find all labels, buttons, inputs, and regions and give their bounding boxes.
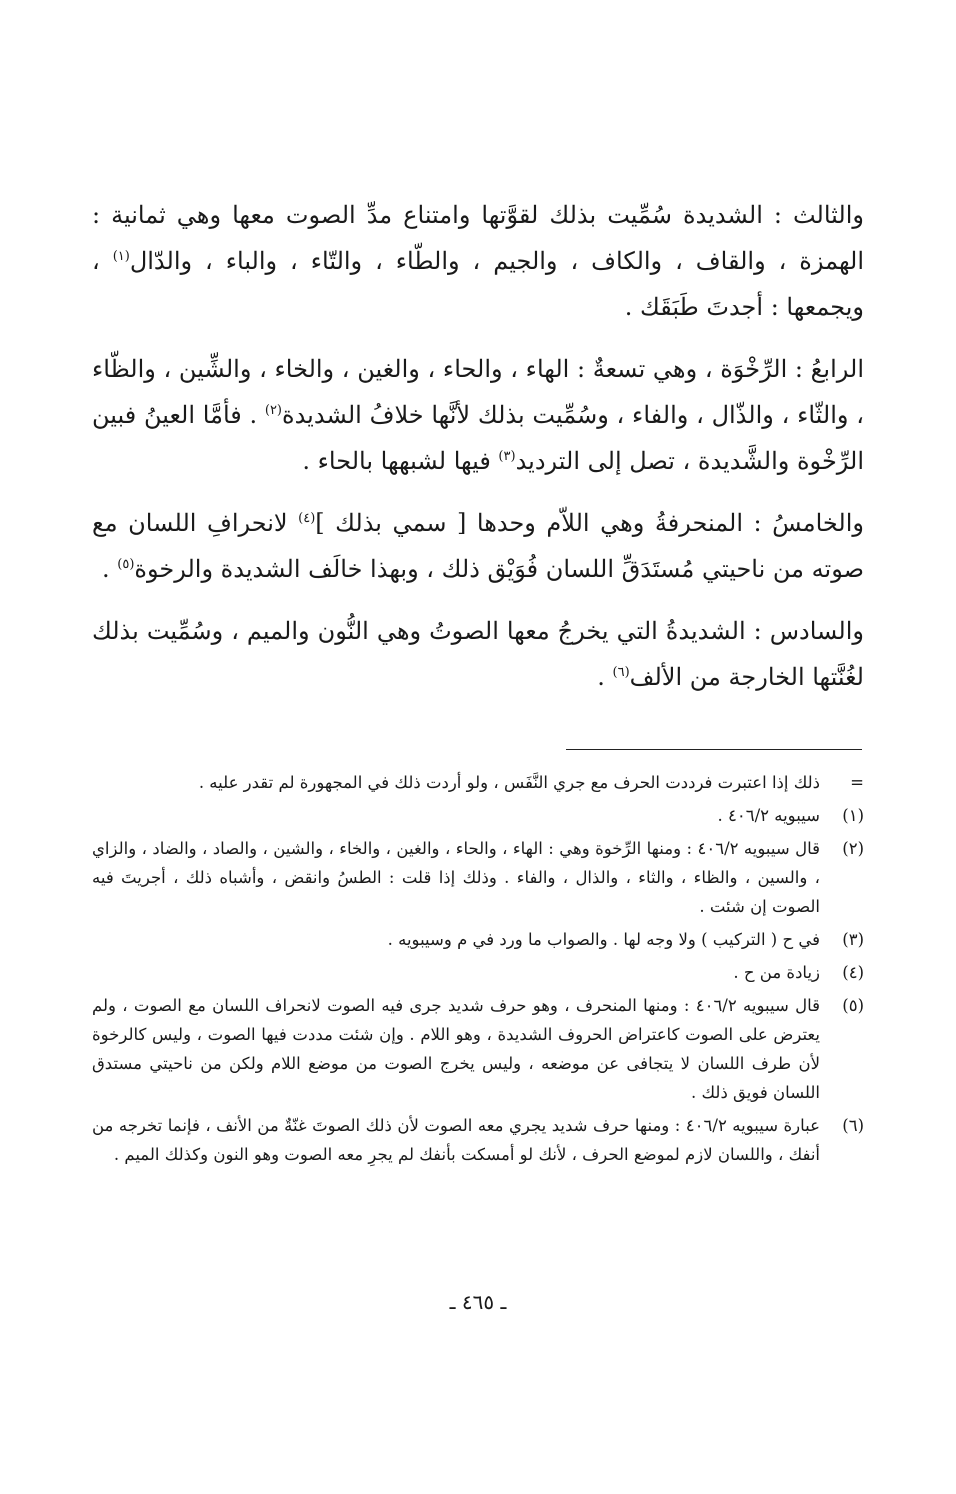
- footnote-text: قال سيبويه ٤٠٦/٢ : ومنها المنحرف ، وهو حرف شديد جرى فيه الصوت لانحراف اللسان مع الصوت ، ولم يعترض على الصوت كاعتراض الحروف الشديدة ، وهو اللام . وإن شئت مددت فيها الصوت ، وليس كالرخوة لأن طرف اللسان لا يتجافى عن موضعه ، وليس يخرج الصوت من موضع اللام ولكن من ناحيتي مستدق اللسان فويق ذلك .: [92, 996, 820, 1102]
- footnote-ref-1: (١): [112, 249, 130, 264]
- footnote-number: (٥): [842, 996, 864, 1015]
- footnote-5: [92, 991, 864, 1107]
- footnote-ref-5: (٥): [117, 557, 135, 572]
- footnote-number: =: [850, 773, 864, 792]
- footnote-ref-2: (٢): [264, 403, 282, 418]
- footnote-1: [92, 801, 864, 830]
- paragraph-munharifa: والخامسُ : المنحرفةُ وهي اللاّم وحدها [ سمي بذلك ]$^{(٤)}$ لانحرافِ اللسان مع صوته من ناحيتي مُستَدَقِّ اللسان فُوَيْق ذلك ، وبهذا خالَف الشديدة والرخوة$^{(٥)}$ .: [92, 509, 864, 583]
- paragraph-rikhwa: الرابعُ : الرِّخْوَة ، وهي تسعةٌ : الهاء ، والحاء ، والغين ، والخاء ، والشِّين ، والظّاء ، والثّاء ، والذّال ، والفاء ، وسُمِّيت بذلك لأنَّها خلافُ الشديدة$^{(٢)}$ . فأمَّا العينُ فبين الرِّخْوة والشَّديدة ، تصل إلى الترديد$^{(٣)}$ فيها لشبهها بالحاء .: [92, 355, 864, 475]
- footnote-text: في ح ( التركيب ) ولا وجه لها . والصواب ما ورد في م وسيبويه .: [387, 930, 820, 949]
- paragraph-shadida: والثالث : الشديدة سُمِّيت بذلك لقوَّتها وامتناع مدِّ الصوت معها وهي ثمانية : الهمزة ، والقاف ، والكاف ، والجيم ، والطّاء ، والتّاء ، والباء ، والدّال$^{(١)}$ ، ويجمعها : أجدتَ طَبَقَك .: [92, 201, 865, 321]
- footnote-separator: [566, 749, 862, 750]
- footnotes: [92, 768, 864, 1173]
- main-text: [92, 192, 864, 716]
- footnote-text: زيادة من ح .: [733, 963, 820, 982]
- footnote-6: [92, 1111, 864, 1169]
- footnote-text: سيبويه ٤٠٦/٢ .: [717, 806, 820, 825]
- footnote-3: [92, 925, 864, 954]
- footnote-ref-3: (٣): [498, 449, 516, 464]
- footnote-ref-4: (٤): [298, 511, 316, 526]
- footnote-text: ذلك إذا اعتبرت فرددت الحرف مع جري النَّفَس ، ولو أردت ذلك في المجهورة لم تقدر عليه .: [198, 773, 820, 792]
- footnote-text: عبارة سيبويه ٤٠٦/٢ : ومنها حرف شديد يجري معه الصوت لأن ذلك الصوتَ غنّةٌ من الأنف ، فإنما تخرجه من أنفك ، واللسان لازم لموضع الحرف ، لأنك لو أمسكت بأنفك لم يجرِ معه الصوت وهو النون وكذلك الميم .: [92, 1116, 820, 1164]
- footnote-number: (٦): [842, 1116, 864, 1135]
- footnote-number: (٣): [842, 930, 864, 949]
- footnote-number: (٢): [842, 839, 864, 858]
- footnote-2: [92, 834, 864, 921]
- page-number: ـ ٤٦٥ ـ: [449, 1290, 507, 1314]
- footnote-continuation: [92, 768, 864, 797]
- footnote-number: (١): [842, 806, 864, 825]
- footnote-ref-6: (٦): [612, 665, 630, 680]
- footnote-4: [92, 958, 864, 987]
- footnote-number: (٤): [842, 963, 864, 982]
- footnote-text: قال سيبويه ٤٠٦/٢ : ومنها الرِّخوة وهي : الهاء ، والحاء ، والغين ، والخاء ، والشين ، والصاد ، والضاد ، والزاي ، والسين ، والظاء ، والثاء ، والذال ، والفاء . وذلك إذا قلت : الطسُ وانقض ، وأشباه ذلك ، أجريتَ فيه الصوت إن شئت .: [92, 839, 820, 916]
- paragraph-sadis: والسادس : الشديدةُ التي يخرجُ معها الصوتُ وهي النُّون والميم ، وسُمِّيت بذلك لغُنَّتها الخارجة من الألف$^{(٦)}$ .: [92, 617, 864, 691]
